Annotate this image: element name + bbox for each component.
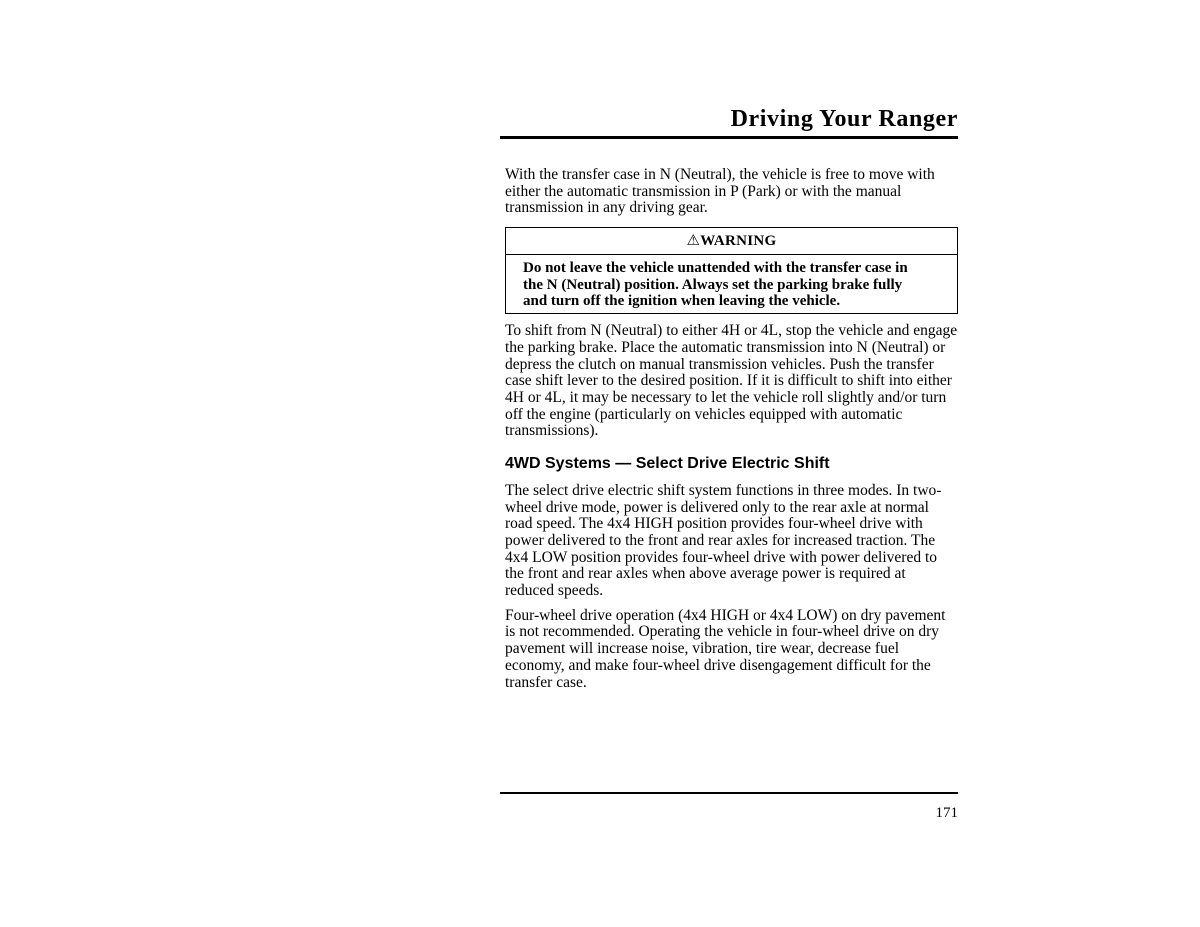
warning-text: Do not leave the vehicle unattended with the transfer case in the N (Neutral) position. Always set the parking brake fully and turn off the ignition when leaving the vehicle. xyxy=(523,259,908,310)
shift-paragraph: To shift from N (Neutral) to either 4H or 4L, stop the vehicle and engage the parking brake. Place the automatic transmission into N (Neutral) or depress the clutch on manual transmission vehicles. Push the transfer case shift lever to the desired position. If it is difficult to shift into either 4H or 4L, it may be necessary to let the vehicle roll slightly and/or turn off the engine (particularly on vehicles equipped with automatic transmissions). xyxy=(505,322,958,440)
warning-label: WARNING xyxy=(700,233,777,250)
title-divider xyxy=(500,136,958,139)
dry-pavement-paragraph: Four-wheel drive operation (4x4 HIGH or 4x4 LOW) on dry pavement is not recommended. Operating the vehicle in four-wheel drive on dry pavement will increase noise, vibration, tire wear, decrease fuel economy, and make four-wheel drive disengagement difficult for the transfer case. xyxy=(505,606,946,691)
page-title: Driving Your Ranger xyxy=(730,106,958,132)
footer-divider xyxy=(500,792,958,794)
page-number: 171 xyxy=(935,805,958,821)
warning-header xyxy=(506,228,957,255)
page-content xyxy=(505,167,958,691)
modes-paragraph: The select drive electric shift system functions in three modes. In two-wheel drive mode, power is delivered only to the rear axle at normal road speed. The 4x4 HIGH position provides four-wheel drive with power delivered to the front and rear axles for increased traction. The 4x4 LOW position provides four-wheel drive with power delivered to the front and rear axles when above average power is required at reduced speeds. xyxy=(505,481,942,600)
warning-triangle-icon: ⚠ xyxy=(686,233,701,250)
warning-box xyxy=(505,227,958,314)
section-heading: 4WD Systems — Select Drive Electric Shift xyxy=(505,455,830,473)
intro-paragraph: With the transfer case in N (Neutral), the vehicle is free to move with either the automatic transmission in P (Park) or with the manual transmission in any driving gear. xyxy=(505,166,935,217)
